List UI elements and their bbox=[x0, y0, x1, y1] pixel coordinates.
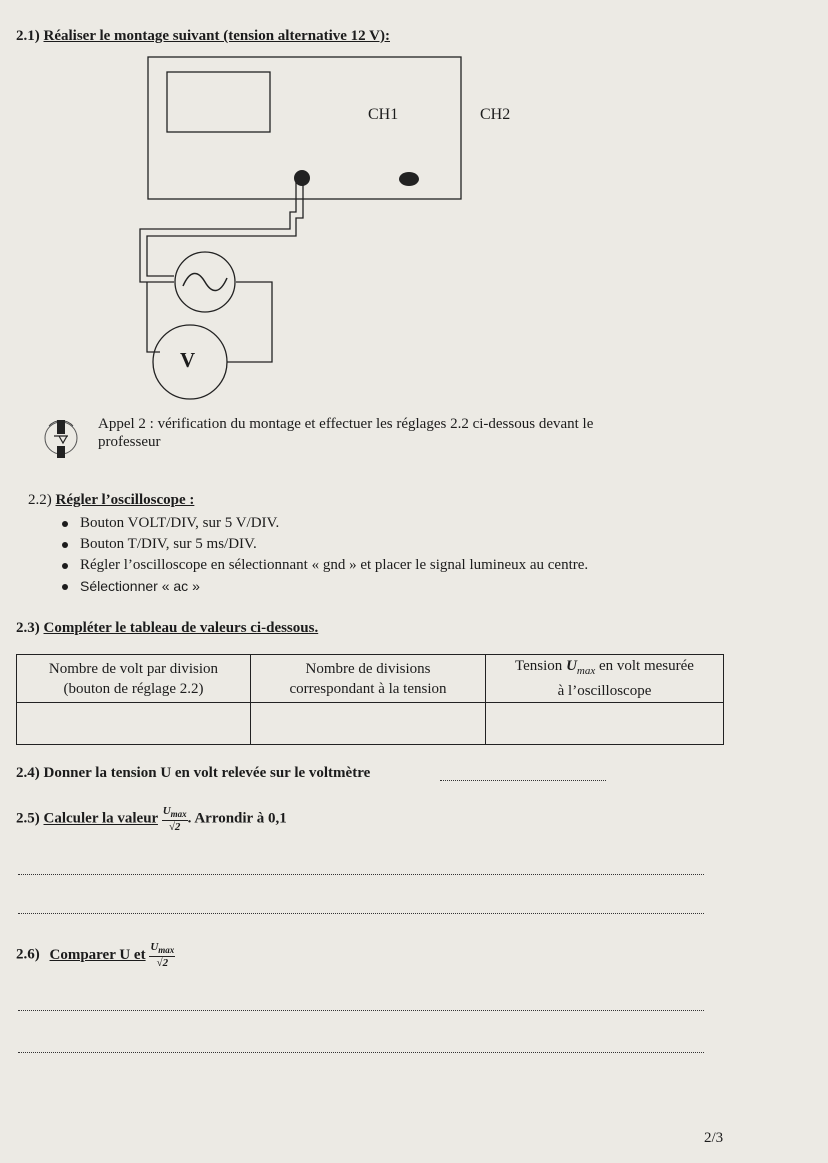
answer-line-2-6-a[interactable] bbox=[18, 1010, 704, 1011]
table-header-volt-per-div bbox=[17, 655, 251, 703]
ch1-label: CH1 bbox=[368, 106, 399, 123]
answer-line-2-5-b[interactable] bbox=[18, 913, 704, 914]
wire-right bbox=[227, 282, 272, 362]
header-line bbox=[486, 656, 723, 681]
section-2-5-title: Calculer la valeur bbox=[43, 810, 158, 827]
ch2-label: CH2 bbox=[480, 106, 511, 123]
wire-outer bbox=[140, 182, 296, 282]
umax-suffix: en volt mesurée bbox=[598, 658, 694, 674]
umax-symbol: U bbox=[566, 658, 577, 674]
voltmeter-label: V bbox=[180, 348, 196, 372]
section-2-5-suffix: . Arrondir à 0,1 bbox=[187, 810, 287, 827]
umax-subscript: max bbox=[576, 665, 596, 677]
table-row bbox=[17, 703, 724, 745]
umax-over-root2-fraction bbox=[162, 805, 188, 833]
table-header-divisions bbox=[251, 655, 486, 703]
frac-numerator-sub: max bbox=[158, 945, 175, 956]
section-2-2-title: Régler l’oscilloscope : bbox=[55, 492, 195, 508]
answer-line-2-5-a[interactable] bbox=[18, 874, 704, 875]
table-header-umax bbox=[486, 655, 724, 703]
table-header-row bbox=[17, 655, 724, 703]
header-line: Nombre de volt par division bbox=[48, 660, 219, 677]
section-2-1-title: Réaliser le montage suivant (tension alternative 12 V): bbox=[43, 28, 390, 44]
answer-line-2-4[interactable] bbox=[440, 780, 606, 781]
section-2-5-heading bbox=[16, 805, 287, 833]
header-line: (bouton de réglage 2.2) bbox=[63, 680, 204, 697]
table-cell-umax[interactable] bbox=[486, 703, 724, 745]
frac-numerator: U bbox=[162, 805, 171, 817]
ch2-probe bbox=[399, 172, 419, 186]
umax-prefix: Tension bbox=[515, 658, 563, 674]
section-2-3-heading bbox=[16, 620, 318, 637]
section-2-4-question: 2.4) Donner la tension U en volt relevée sur le voltmètre bbox=[16, 765, 371, 781]
umax-over-root2-fraction bbox=[149, 941, 175, 969]
teacher-call-icon bbox=[35, 416, 87, 460]
section-2-6-heading bbox=[16, 941, 175, 969]
oscilloscope-screen bbox=[167, 72, 270, 132]
appel-line-1: Appel 2 : vérification du montage et effectuer les réglages 2.2 ci-dessous devant le bbox=[98, 416, 594, 432]
section-2-6-number: 2.6) bbox=[16, 946, 40, 963]
section-2-2-number: 2.2) bbox=[28, 492, 52, 508]
section-2-2-heading bbox=[28, 492, 194, 509]
wire-left bbox=[147, 282, 160, 352]
section-2-6-title: Comparer U et bbox=[49, 946, 146, 963]
sine-wave-icon bbox=[183, 273, 227, 290]
frac-numerator: U bbox=[150, 941, 159, 953]
table-cell-divisions[interactable] bbox=[251, 703, 486, 745]
values-table bbox=[16, 654, 724, 745]
section-2-5-number: 2.5) bbox=[16, 810, 40, 827]
frac-denominator: √2 bbox=[168, 821, 181, 834]
list-item: Sélectionner « ac » bbox=[62, 576, 588, 597]
frac-numerator-sub: max bbox=[170, 809, 187, 820]
header-line: correspondant à la tension bbox=[289, 680, 447, 697]
header-line: à l’oscilloscope bbox=[557, 683, 652, 699]
list-item: Bouton T/DIV, sur 5 ms/DIV. bbox=[62, 534, 588, 555]
section-2-3-title: Compléter le tableau de valeurs ci-dessous. bbox=[43, 620, 319, 636]
page-number: 2/3 bbox=[704, 1130, 724, 1146]
section-2-3-number: 2.3) bbox=[16, 620, 40, 636]
answer-line-2-6-b[interactable] bbox=[18, 1052, 704, 1053]
circuit-diagram bbox=[0, 0, 828, 400]
settings-list bbox=[62, 513, 588, 597]
frac-denominator: √2 bbox=[156, 957, 169, 970]
appel-line-2: professeur bbox=[98, 434, 161, 450]
ch1-probe bbox=[294, 170, 310, 186]
table-cell-volt-per-div[interactable] bbox=[17, 703, 251, 745]
list-item: Bouton VOLT/DIV, sur 5 V/DIV. bbox=[62, 513, 588, 534]
list-item: Régler l’oscilloscope en sélectionnant « gnd » et placer le signal lumineux au centre. bbox=[62, 555, 588, 576]
section-2-1-number: 2.1) bbox=[16, 28, 40, 44]
header-line: Nombre de divisions bbox=[305, 660, 431, 677]
